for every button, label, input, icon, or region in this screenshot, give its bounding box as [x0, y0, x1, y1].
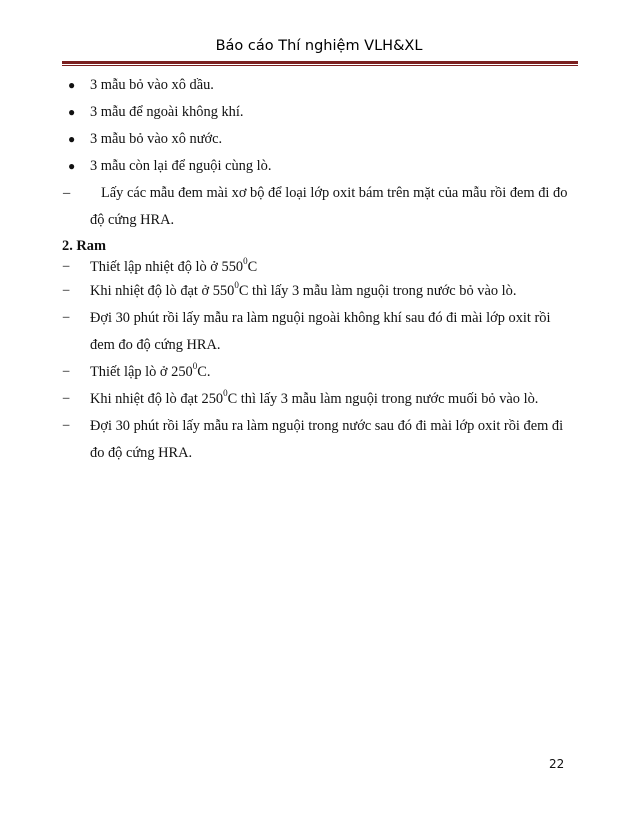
list-item [62, 72, 578, 99]
list-item-text-tail: C thì lấy 3 mẫu làm nguội trong nước bỏ vào lò. [238, 283, 517, 299]
bullet-icon: ● [68, 159, 76, 173]
list-item-text: Đợi 30 phút rồi lấy mẫu ra làm nguội trong nước sau đó đi mài lớp oxit rồi đem đi đo độ cứng HRA. [90, 418, 564, 461]
bullet-icon: ● [68, 132, 76, 146]
list-item-text-tail: C thì lấy 3 mẫu làm nguội trong nước muối bỏ vào lò. [227, 391, 539, 407]
superscript: 0 [223, 388, 228, 399]
list-item [62, 126, 578, 153]
bullet-icon: ● [68, 105, 76, 119]
dash-marker: − [62, 391, 71, 407]
superscript: 0 [192, 361, 198, 372]
dash-marker: − [62, 283, 71, 299]
list-item [62, 278, 578, 305]
superscript: 0 [234, 280, 239, 291]
header-rule-thick [62, 61, 578, 64]
dash-marker: − [62, 418, 71, 434]
list-item [62, 256, 578, 278]
list-item [62, 359, 578, 386]
document-body [62, 72, 578, 467]
section-heading: 2. Ram [62, 238, 106, 254]
list-item-text: Thiết lập nhiệt độ lò ở 550 [90, 259, 244, 275]
list-item [62, 386, 578, 413]
list-item-text: 3 mẫu bỏ vào xô dầu. [90, 77, 214, 93]
list-item [62, 413, 578, 467]
dash-list-item [62, 180, 578, 234]
list-item [62, 153, 578, 180]
list-item-text: 3 mẫu còn lại để nguội cùng lò. [90, 158, 272, 174]
list-item-text: Lấy các mẫu đem mài xơ bộ để loại lớp oxit bám trên mặt của mẫu rồi đem đi đo độ cứng HRA. [90, 185, 568, 228]
header-rule-thin [62, 65, 578, 66]
list-item-text: Khi nhiệt độ lò đạt ở 550 [90, 283, 235, 299]
dash-marker: − [62, 259, 71, 275]
dash-marker: − [62, 310, 71, 326]
list-item-text: 3 mẫu để ngoài không khí. [90, 104, 244, 120]
dash-marker: – [63, 185, 71, 201]
list-item-text: Thiết lập lò ở 250 [90, 364, 193, 380]
list-item-text: Đợi 30 phút rồi lấy mẫu ra làm nguội ngoài không khí sau đó đi mài lớp oxit rồi đem đo độ cứng HRA. [90, 310, 551, 353]
dash-marker: − [62, 364, 71, 380]
list-item-text-tail: C [247, 259, 258, 275]
list-item-text: Khi nhiệt độ lò đạt 250 [90, 391, 224, 407]
page-header-title: Báo cáo Thí nghiệm VLH&XL [215, 38, 423, 54]
list-item-text-tail: C. [197, 364, 211, 380]
list-item [62, 99, 578, 126]
page-number: 22 [549, 757, 565, 771]
superscript: 0 [243, 256, 248, 267]
bullet-icon: ● [68, 78, 76, 92]
list-item [62, 305, 578, 359]
list-item-text: 3 mẫu bỏ vào xô nước. [90, 131, 223, 147]
